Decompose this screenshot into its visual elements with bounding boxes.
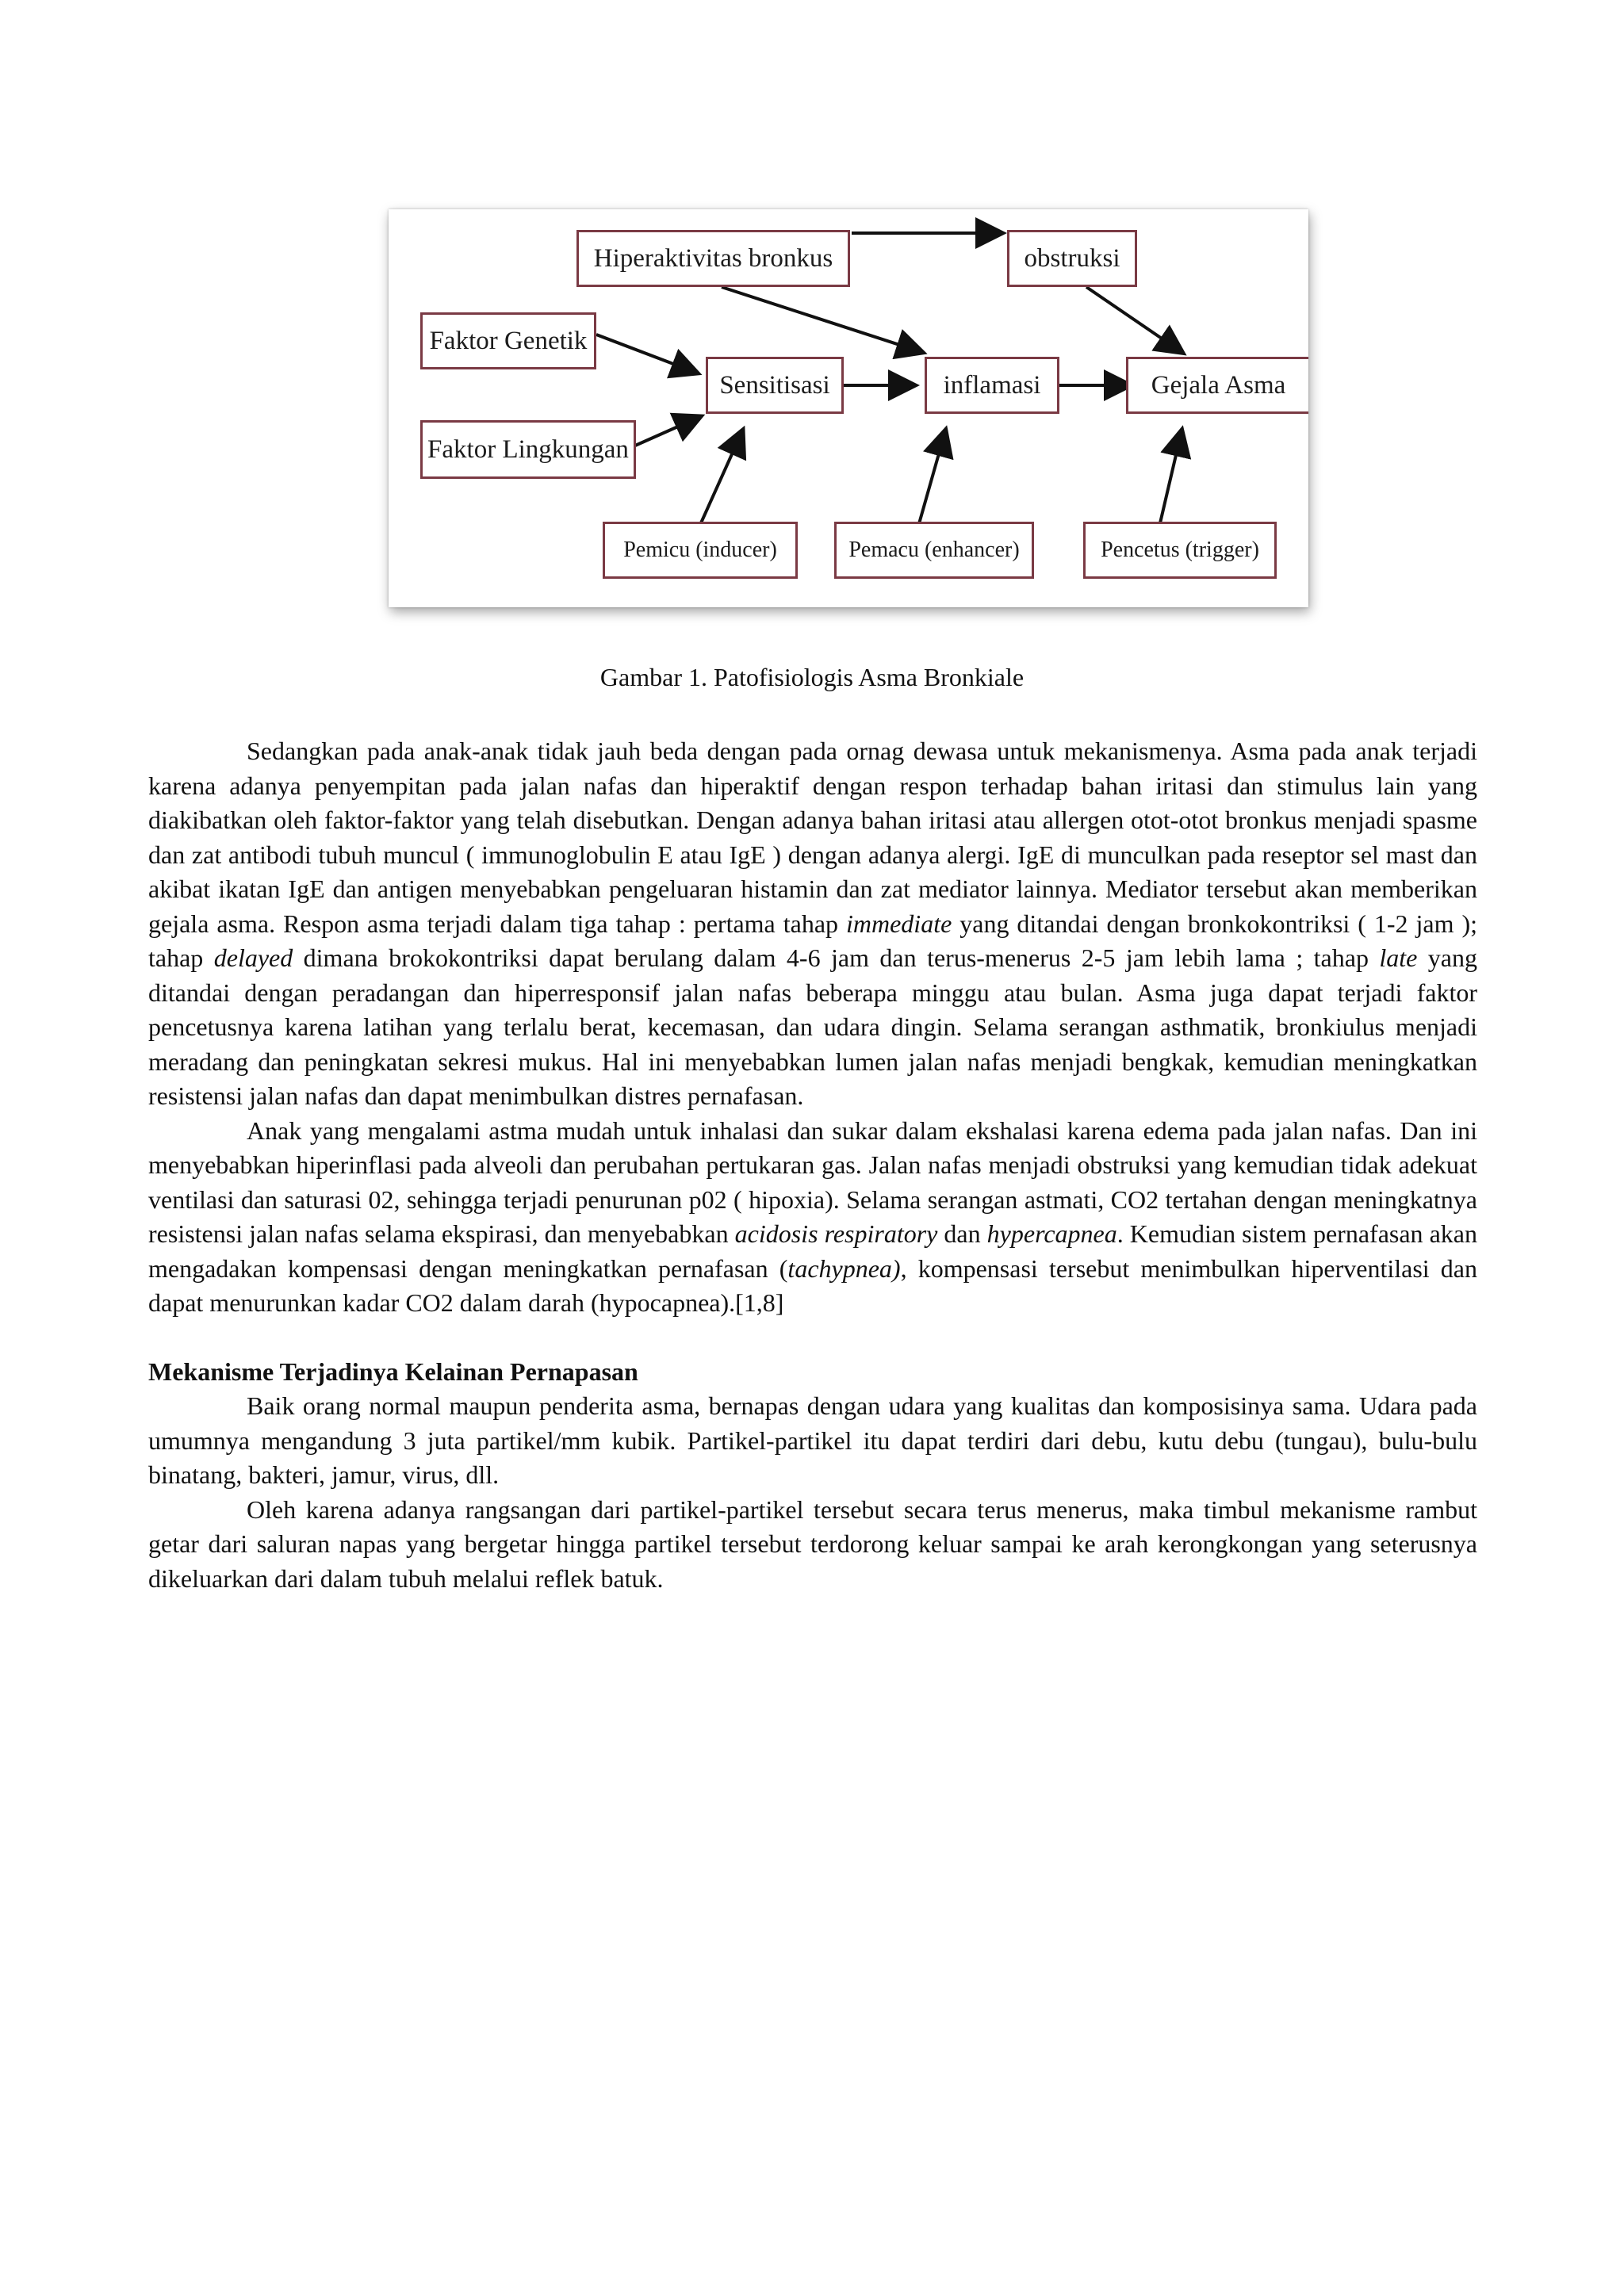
p1-italic-delayed: delayed bbox=[213, 943, 293, 972]
node-pencetus: Pencetus (trigger) bbox=[1083, 522, 1277, 579]
node-faktor-lingkungan: Faktor Lingkungan bbox=[420, 420, 636, 479]
node-inflamasi: inflamasi bbox=[925, 357, 1059, 414]
body-text bbox=[148, 734, 1477, 1596]
arrow-hiperaktivitas-inflamasi bbox=[722, 287, 921, 352]
node-pemicu: Pemicu (inducer) bbox=[603, 522, 798, 579]
paragraph-4: Oleh karena adanya rangsangan dari partikel-partikel tersebut secara terus menerus, maka timbul mekanisme rambut getar dari saluran napas yang bergetar hingga partikel tersebut terdorong keluar sampai ke arah kerongkongan yang seterusnya dikeluarkan dari dalam tubuh melalui reflek batuk. bbox=[148, 1494, 1477, 1593]
pathophysiology-diagram bbox=[389, 209, 1308, 607]
node-pemacu: Pemacu (enhancer) bbox=[834, 522, 1034, 579]
p2-text-2: dan bbox=[937, 1219, 987, 1248]
node-sensitisasi: Sensitisasi bbox=[706, 357, 844, 414]
node-obstruksi: obstruksi bbox=[1007, 230, 1137, 287]
p1-text-1: Sedangkan pada anak-anak tidak jauh beda dengan pada ornag dewasa untuk mekanismenya. Asma pada anak terjadi karena adanya penyempitan pada jalan nafas dan hiperaktif dengan respon terhadap bahan iritasi dan stimulus lain yang diakibatkan oleh faktor-faktor yang telah disebutkan. Dengan adanya bahan iritasi atau allergen otot-otot bronkus menjadi spasme dan zat antibodi tubuh muncul ( immunoglobulin E atau IgE ) dengan adanya alergi. IgE di munculkan pada reseptor sel mast dan akibat ikatan IgE dan antigen menyebabkan pengeluaran histamin dan zat mediator lainnya. Mediator tersebut akan memberikan gejala asma. Respon asma terjadi dalam tiga tahap : pertama tahap bbox=[148, 737, 1477, 938]
p2-italic-tachypnea: tachypnea) bbox=[787, 1253, 901, 1283]
p2-italic-acidosis: acidosis respiratory bbox=[734, 1219, 938, 1248]
paragraph-2 bbox=[148, 1114, 1477, 1321]
p2-text-4: , kompensasi tersebut menimbulkan hiperventilasi dan dapat menurunkan kadar CO2 dalam darah (hypocapnea).[1,8] bbox=[148, 1253, 1478, 1317]
arrow-obstruksi-gejala bbox=[1086, 287, 1182, 352]
p2-text-3: . Kemudian sistem pernafasan akan mengadakan kompensasi dengan meningkatkan pernafasan ( bbox=[148, 1219, 1477, 1283]
p1-italic-late: late bbox=[1379, 943, 1418, 972]
arrow-pemacu-inflamasi bbox=[918, 431, 945, 526]
p1-italic-immediate: immediate bbox=[845, 909, 952, 938]
p2-italic-hypercapnea: hypercapnea bbox=[986, 1219, 1117, 1248]
p1-text-2: yang ditandai dengan bronkokontriksi ( 1-2 jam ); tahap bbox=[148, 909, 1477, 972]
p1-text-4: yang ditandai dengan peradangan dan hiperresponsif jalan nafas beberapa minggu atau bulan. Asma juga dapat terjadi faktor pencetusnya karena latihan yang terlalu berat, kecemasan, dan udara dingin. Selama serangan asthmatik, bronkiulus menjadi meradang dan peningkatan sekresi mukus. Hal ini menyebabkan lumen jalan nafas menjadi bengkak, kemudian meningkatkan resistensi jalan nafas dan dapat menimbulkan distres pernafasan. bbox=[148, 943, 1478, 1110]
paragraph-1 bbox=[148, 734, 1477, 1114]
p1-text-3: dimana brokokontriksi dapat berulang dalam 4-6 jam dan terus-menerus 2-5 jam lebih lama ; tahap bbox=[293, 943, 1380, 972]
node-faktor-genetik: Faktor Genetik bbox=[420, 312, 596, 369]
paragraph-3: Baik orang normal maupun penderita asma, bernapas dengan udara yang kualitas dan komposisinya sama. Udara pada umumnya mengandung 3 juta partikel/mm kubik. Partikel-partikel itu dapat terdiri dari debu, kutu debu (tungau), bulu-bulu binatang, bakteri, jamur, virus, dll. bbox=[148, 1391, 1477, 1489]
p2-text-1: Anak yang mengalami astma mudah untuk inhalasi dan sukar dalam ekshalasi karena edema pada jalan nafas. Dan ini menyebabkan hiperinflasi pada alveoli dan perubahan pertukaran gas. Jalan nafas menjadi obstruksi yang kemudian tidak adekuat ventilasi dan saturasi 02, sehingga terjadi penurunan p02 ( hipoxia). Selama serangan astmati, CO2 tertahan dengan meningkatnya resistensi jalan nafas selama ekspirasi, dan menyebabkan bbox=[148, 1115, 1477, 1248]
node-hiperaktivitas-bronkus: Hiperaktivitas bronkus bbox=[576, 230, 850, 287]
arrow-genetik-sensitisasi bbox=[596, 335, 696, 373]
arrow-pencetus-gejala bbox=[1159, 431, 1182, 526]
figure-caption: Gambar 1. Patofisiologis Asma Bronkiale bbox=[599, 663, 1025, 691]
node-gejala-asma: Gejala Asma bbox=[1126, 357, 1308, 414]
arrow-pemicu-sensitisasi bbox=[699, 431, 742, 526]
section-heading: Mekanisme Terjadinya Kelainan Pernapasan bbox=[148, 1357, 638, 1386]
arrow-lingkungan-sensitisasi bbox=[628, 417, 699, 449]
